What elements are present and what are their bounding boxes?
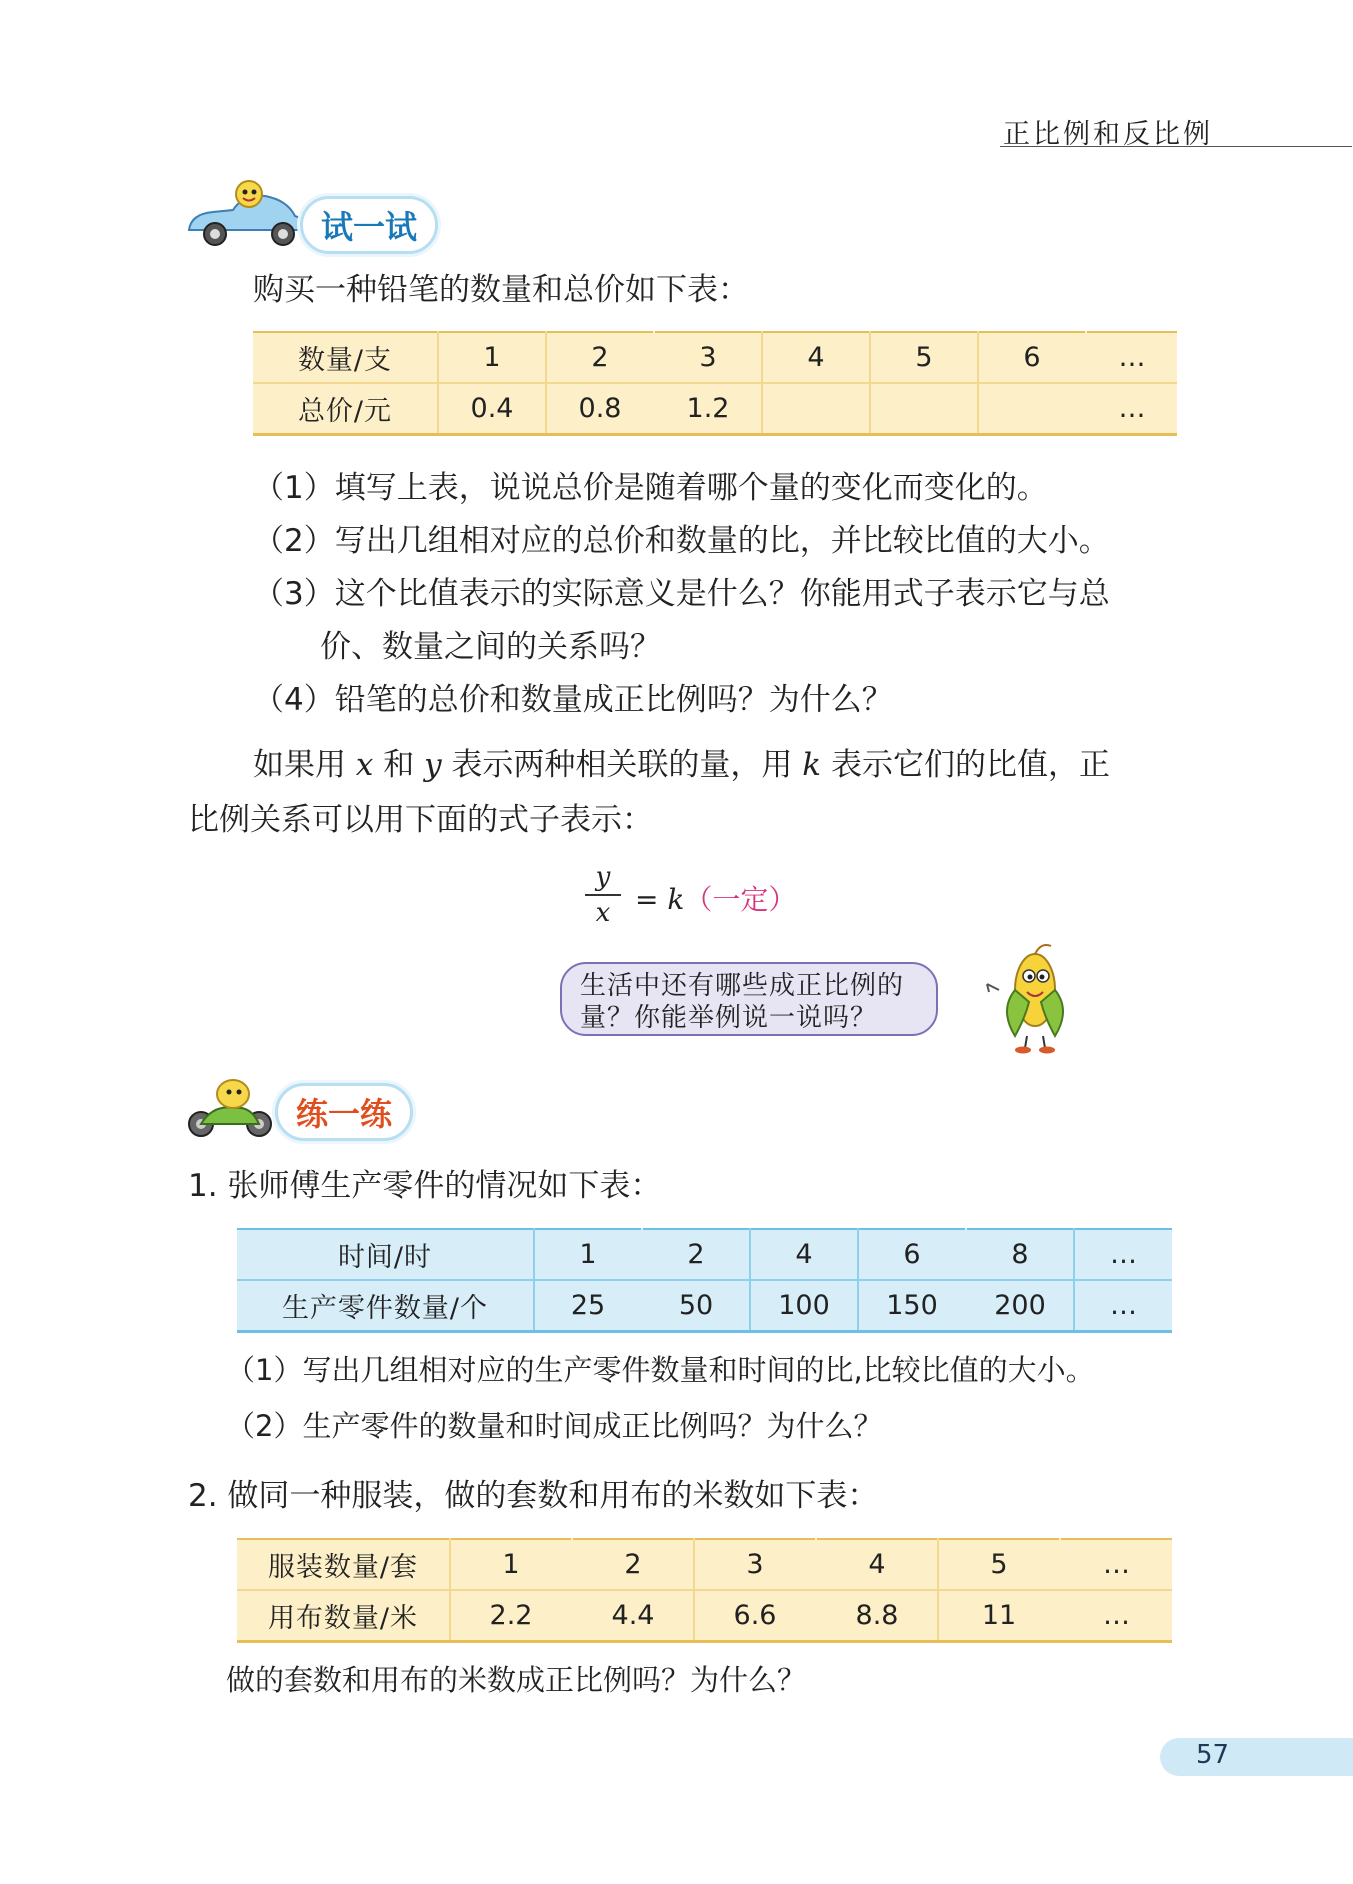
row-label: 生产零件数量/个 <box>237 1280 534 1332</box>
table-cell: … <box>1118 393 1146 424</box>
speech-bubble <box>560 962 938 1036</box>
fraction-bar <box>585 894 621 896</box>
table-cell: … <box>1086 332 1177 383</box>
table-cell: 25 <box>570 1290 606 1321</box>
table-cell: 8 <box>966 1229 1074 1280</box>
table-row <box>237 1539 1172 1590</box>
table-cell: 2 <box>546 332 654 383</box>
table-cell: 4 <box>816 1539 938 1590</box>
bubble-line-2: 量？你能举例说一说吗？ <box>580 1003 878 1033</box>
text-span: 和 <box>373 747 425 783</box>
table-cell: … <box>1103 1600 1130 1631</box>
table-cell: 1 <box>450 1539 572 1590</box>
exercise-1-title: 1. 张师傅生产零件的情况如下表： <box>188 1168 662 1204</box>
fraction-denominator: x <box>595 898 611 928</box>
variable-x: x <box>355 747 374 783</box>
formula-constant: （一定） <box>684 883 797 916</box>
table-cell: 6 <box>858 1229 966 1280</box>
explanation-line-2: 比例关系可以用下面的式子表示： <box>188 802 653 838</box>
table-cell: 5 <box>938 1539 1060 1590</box>
table-row <box>237 1280 1172 1332</box>
row-label: 总价/元 <box>253 383 438 435</box>
table-cell: 3 <box>654 332 762 383</box>
table-row <box>237 1229 1172 1280</box>
variable-y: y <box>424 747 442 783</box>
variable-k: k <box>802 747 822 783</box>
table-cell: 0.4 <box>438 383 546 435</box>
chapter-title: 正比例和反比例 <box>1003 119 1213 150</box>
parts-table <box>237 1228 1172 1333</box>
bubble-line-1: 生活中还有哪些成正比例的 <box>580 971 905 1001</box>
exercise-1-question-2: （2）生产零件的数量和时间成正比例吗？为什么？ <box>226 1409 883 1443</box>
table-cell: 2 <box>642 1229 750 1280</box>
formula-rhs <box>635 878 796 918</box>
row-label: 时间/时 <box>237 1229 534 1280</box>
table-cell: 11 <box>981 1600 1017 1631</box>
table-cell <box>762 383 870 435</box>
question-2: （2）写出几组相对应的总价和数量的比，并比较比值的大小。 <box>253 523 1110 559</box>
corn-mascot-icon <box>985 940 1080 1055</box>
header-rule <box>1000 146 1352 147</box>
table-cell: 4.4 <box>572 1590 694 1642</box>
fabric-table <box>237 1538 1172 1643</box>
table-cell: 1 <box>534 1229 642 1280</box>
table-cell: 1.2 <box>654 383 762 435</box>
question-1: （1）填写上表，说说总价是随着哪个量的变化而变化的。 <box>253 470 1048 506</box>
table-cell: 200 <box>966 1280 1074 1332</box>
table-cell: 5 <box>870 332 978 383</box>
exercise-1-question-1: （1）写出几组相对应的生产零件数量和时间的比,比较比值的大小。 <box>226 1353 1095 1387</box>
table-cell: 8.8 <box>816 1590 938 1642</box>
table-cell: 0.8 <box>578 393 622 424</box>
row-label: 用布数量/米 <box>237 1590 450 1642</box>
table-cell: … <box>1074 1229 1172 1280</box>
table-row <box>253 383 1177 435</box>
exercise-2-title: 2. 做同一种服装，做的套数和用布的米数如下表： <box>188 1478 879 1514</box>
table-cell: 4 <box>762 332 870 383</box>
fraction-numerator: y <box>595 862 611 892</box>
car-mascot-icon <box>183 180 313 248</box>
fraction <box>585 862 621 928</box>
table-cell: 1 <box>438 332 546 383</box>
table-row <box>253 332 1177 383</box>
table-cell <box>978 383 1086 435</box>
question-4: （4）铅笔的总价和数量成正比例吗？为什么？ <box>253 682 893 718</box>
table-cell: 4 <box>750 1229 858 1280</box>
question-3-cont: 价、数量之间的关系吗？ <box>320 629 661 665</box>
table-cell: 2 <box>572 1539 694 1590</box>
table-cell: 2.2 <box>489 1600 533 1631</box>
equals-sign: = <box>635 883 659 916</box>
table-cell: 6 <box>978 332 1086 383</box>
exercise-2-question: 做的套数和用布的米数成正比例吗？为什么？ <box>226 1663 807 1697</box>
formula-k: k <box>667 883 685 916</box>
table-cell: 150 <box>886 1290 938 1321</box>
try-it-badge: 试一试 <box>300 196 438 254</box>
page-number: 57 <box>1196 1740 1230 1770</box>
table-cell: 3 <box>694 1539 816 1590</box>
page-number-tab <box>1160 1738 1353 1776</box>
table-cell: … <box>1110 1290 1137 1321</box>
table-cell: 50 <box>642 1280 750 1332</box>
pencil-table <box>253 331 1177 436</box>
row-label: 服装数量/套 <box>237 1539 450 1590</box>
motorbike-mascot-icon <box>183 1076 278 1140</box>
table-row <box>237 1590 1172 1642</box>
text-span: 表示它们的比值，正 <box>821 747 1110 783</box>
table-cell: … <box>1060 1539 1172 1590</box>
table-cell: 6.6 <box>733 1600 777 1631</box>
text-span: 表示两种相关联的量，用 <box>441 747 803 783</box>
table-cell <box>870 383 978 435</box>
explanation-line-1 <box>253 739 1110 791</box>
intro-text: 购买一种铅笔的数量和总价如下表： <box>253 272 749 308</box>
table-cell: 100 <box>750 1280 858 1332</box>
question-3: （3）这个比值表示的实际意义是什么？你能用式子表示它与总 <box>253 576 1110 612</box>
text-span: 如果用 <box>253 747 356 783</box>
row-label: 数量/支 <box>253 332 438 383</box>
practice-badge: 练一练 <box>275 1083 413 1141</box>
